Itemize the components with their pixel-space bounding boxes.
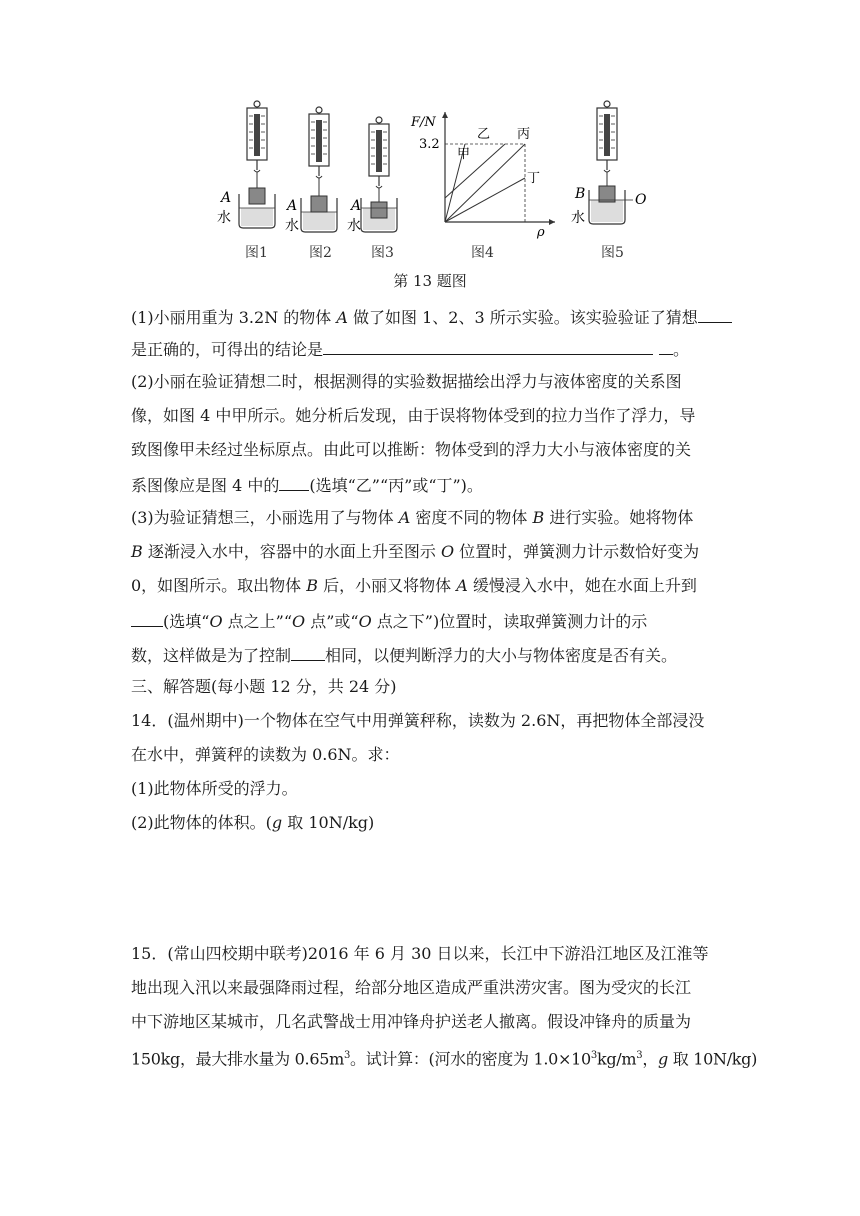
fig2-label-water: 水 xyxy=(285,218,299,234)
q13-part2-line2: 像，如图 4 中甲所示。她分析后发现，由于误将物体受到的拉力当作了浮力，导 xyxy=(131,406,696,425)
q15-line2: 地出现入汛以来最强降雨过程，给部分地区造成严重洪涝灾害。图为受灾的长江 xyxy=(131,978,692,997)
fig-label-2: 图2 xyxy=(309,245,332,261)
fig5-apparatus xyxy=(589,101,633,224)
section-heading: 三、解答题(每小题 12 分，共 24 分) xyxy=(131,677,397,696)
experiment-figures xyxy=(215,98,655,263)
q13-part1-line2: 是正确的，可得出的结论是 。 xyxy=(131,340,690,359)
fig4-series-jia: 甲 xyxy=(457,147,471,162)
fig4-y-axis-label: F/N xyxy=(411,115,436,130)
fig-label-5: 图5 xyxy=(601,245,624,261)
fig4-series-ding: 丁 xyxy=(527,171,541,186)
fig4-series-yi: 乙 xyxy=(477,127,491,142)
fig2-apparatus xyxy=(301,107,337,232)
figure-caption: 第 13 题图 xyxy=(393,272,467,290)
answer-blank[interactable] xyxy=(659,338,673,355)
q13-part2-line1: (2)小丽在验证猜想二时，根据测得的实验数据描绘出浮力与液体密度的关系图 xyxy=(131,372,682,391)
q15-line1: 15．(常山四校期中联考)2016 年 6 月 30 日以来，长江中下游沿江地区及江淮等 xyxy=(131,944,709,963)
q15-line4: 150kg，最大排水量为 $0.65m^3$。试计算：(河水的密度为 $1.0\times 10^3kg/m^3$，g 取 10N/kg) xyxy=(131,1049,758,1069)
fig4-series-bing: 丙 xyxy=(517,127,531,142)
q14-line2: 在水中，弹簧秤的读数为 0.6N。求： xyxy=(131,745,400,764)
fig1-label-A: A xyxy=(221,190,232,206)
q13-part2-line4: 系图像应是图 4 中的 (选填“乙”“丙”或“丁”)。 xyxy=(131,476,483,495)
q13-part3-line3: 0，如图所示。取出物体 B 后，小丽又将物体 A 缓慢浸入水中，她在水面上升到 xyxy=(131,576,697,595)
fig1-label-water: 水 xyxy=(217,210,231,226)
answer-blank[interactable] xyxy=(323,338,653,355)
fig4-y-tick: 3.2 xyxy=(419,137,440,152)
fig3-label-water: 水 xyxy=(347,218,361,234)
fig-label-1: 图1 xyxy=(245,245,268,261)
fig4-graph xyxy=(442,112,555,225)
fig1-apparatus xyxy=(239,101,275,228)
fig5-label-water: 水 xyxy=(571,210,585,226)
q13-part3-line2: B 逐渐浸入水中，容器中的水面上升至图示 O 位置时，弹簧测力计示数恰好变为 xyxy=(131,542,700,561)
q14-line1: 14．(温州期中)一个物体在空气中用弹簧秤称，读数为 2.6N，再把物体全部浸没 xyxy=(131,711,705,730)
fig3-apparatus xyxy=(361,117,397,232)
answer-blank[interactable] xyxy=(291,644,325,661)
fig2-label-A: A xyxy=(287,198,298,214)
fig4-x-axis-label: ρ xyxy=(537,225,545,240)
q14-part1: (1)此物体所受的浮力。 xyxy=(131,779,298,798)
fig5-label-O: O xyxy=(635,192,647,208)
q13-part3-line5: 数，这样做是为了控制 相同，以便判断浮力的大小与物体密度是否有关。 xyxy=(131,646,678,665)
q13-part3-line1: (3)为验证猜想三，小丽选用了与物体 A 密度不同的物体 B 进行实验。她将物体 xyxy=(131,508,694,527)
q14-part2: (2)此物体的体积。(g 取 10N/kg) xyxy=(131,813,375,832)
q15-line3: 中下游地区某城市，几名武警战士用冲锋舟护送老人撤离。假设冲锋舟的质量为 xyxy=(131,1012,692,1031)
fig-label-4: 图4 xyxy=(471,245,494,261)
answer-blank[interactable] xyxy=(698,306,732,323)
fig3-label-A: A xyxy=(351,198,362,214)
fig5-label-B: B xyxy=(575,186,586,202)
answer-blank[interactable] xyxy=(279,474,309,491)
figure-row xyxy=(215,98,655,263)
q13-part2-line3: 致图像甲未经过坐标原点。由此可以推断：物体受到的浮力大小与液体密度的关 xyxy=(131,440,692,459)
fig-label-3: 图3 xyxy=(371,245,394,261)
answer-blank[interactable] xyxy=(131,610,163,627)
q13-part3-line4: (选填“O 点之上”“O 点”或“O 点之下”)位置时，读取弹簧测力计的示 xyxy=(131,610,737,632)
q13-part1-line1: (1)小丽用重为 3.2N 的物体 A 做了如图 1、2、3 所示实验。该实验验证了猜想 xyxy=(131,306,737,328)
